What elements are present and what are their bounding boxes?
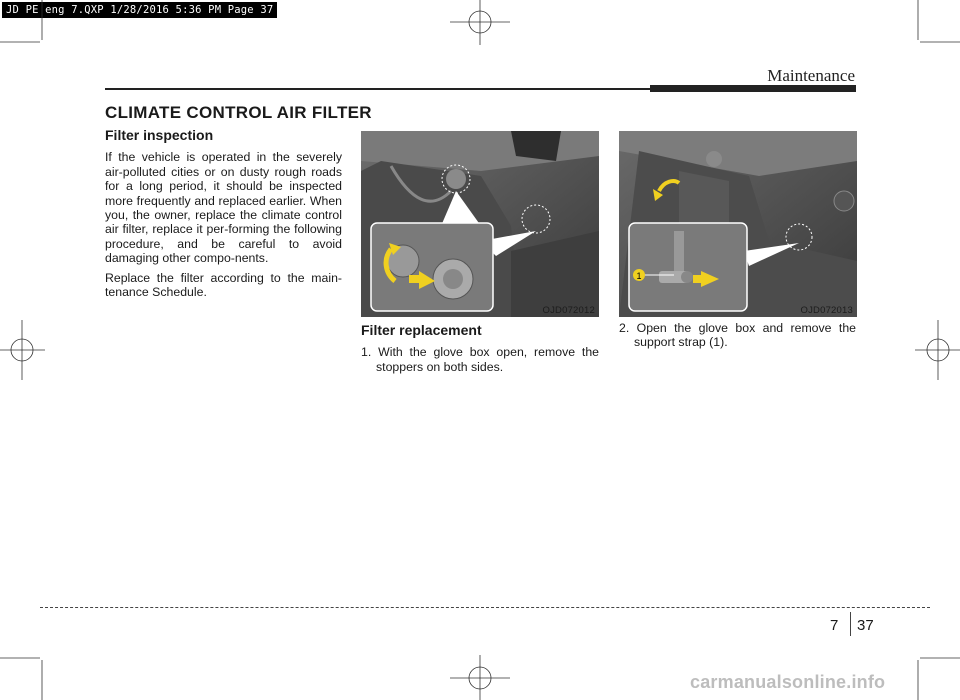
header-rule	[105, 88, 650, 90]
page-number: 37	[857, 617, 874, 634]
chapter-number: 7	[830, 617, 839, 634]
page-number-separator	[850, 612, 851, 636]
replacement-column	[361, 323, 599, 379]
inspection-paragraph: If the vehicle is operated in the severely air-polluted cities or on dusty rough roads for a long period, it should be inspected more frequently and replaced earlier. When you, the owner, replace the climate control air filter, replace it per-forming the following procedure, and be careful to avoid damaging other compo-nents.	[105, 150, 342, 266]
figure-code: OJD072013	[800, 305, 853, 316]
replacement-column-continued	[619, 321, 856, 355]
figure-stoppers	[361, 131, 599, 317]
inspection-heading: Filter inspection	[105, 127, 214, 143]
running-head: Maintenance	[767, 66, 855, 85]
glove-box-strap-illustration	[619, 131, 857, 317]
footer-rule	[40, 607, 930, 608]
print-slug: JD PE eng 7.QXP 1/28/2016 5:36 PM Page 37	[2, 2, 277, 18]
section-title: CLIMATE CONTROL AIR FILTER	[105, 103, 372, 122]
figure-strap	[619, 131, 857, 317]
inspection-schedule-note: Replace the filter according to the main-tenance Schedule.	[105, 270, 342, 300]
callout-number: 1	[636, 271, 642, 281]
replacement-heading: Filter replacement	[361, 322, 482, 338]
header-rule-bar	[650, 85, 856, 92]
figure-code: OJD072012	[542, 305, 595, 316]
glove-box-stopper-illustration	[361, 131, 599, 317]
replacement-step-2: 2. Open the glove box and remove the support strap (1).	[619, 321, 856, 350]
replacement-step-1: 1. With the glove box open, remove the stoppers on both sides.	[361, 345, 599, 374]
watermark: carmanualsonline.info	[690, 672, 886, 692]
inspection-column	[105, 128, 342, 304]
